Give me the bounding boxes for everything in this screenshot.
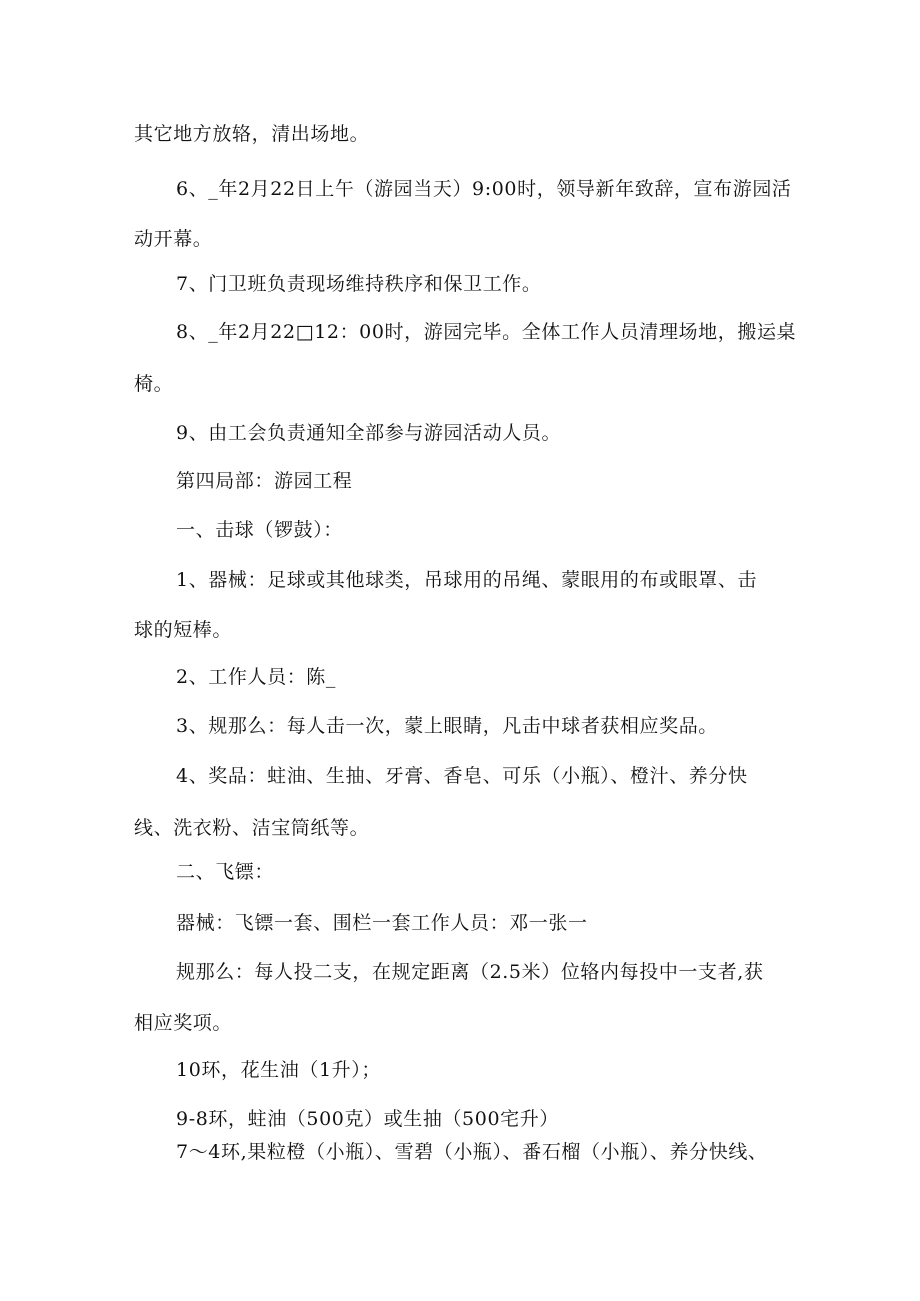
text-line: 动开幕。	[134, 228, 213, 250]
text-line: 8、_年2月22□12：00时，游园完毕。全体工作人员清理场地，搬运桌	[176, 321, 797, 343]
section-heading: 第四局部：游园工程	[176, 470, 353, 492]
text-line: 球的短棒。	[134, 619, 233, 641]
text-line: 9-8环，蛀油（500克）或生抽（500宅升）	[176, 1108, 559, 1130]
text-line: 7～4环,果粒橙（小瓶）、雪碧（小瓶）、番石榴（小瓶）、养分快线、	[176, 1141, 768, 1163]
text-line: 器械：飞镖一套、围栏一套工作人员：邓一张一	[176, 912, 588, 934]
text-line: 其它地方放辂，清出场地。	[134, 123, 370, 145]
text-line: 规那么：每人投二支，在规定距离（2.5米）位辂内每投中一支者,获	[176, 961, 764, 983]
subsection-heading: 二、飞镖：	[176, 861, 275, 883]
text-line: 9、由工会负责通知全部参与游园活动人员。	[176, 422, 562, 444]
text-line: 1、器械：足球或其他球类，吊球用的吊绳、蒙眼用的布或眼罩、击	[176, 569, 758, 591]
subsection-heading: 一、击球（锣鼓）：	[176, 519, 343, 541]
text-line: 相应奖项。	[134, 1012, 233, 1034]
text-line: 10环，花生油（1升）；	[176, 1059, 381, 1081]
text-line: 椅。	[134, 373, 174, 395]
text-line: 2、工作人员：陈_	[176, 666, 336, 688]
text-line: 6、_年2月22日上午（游园当天）9:00时，领导新年致辞，宣布游园活	[176, 178, 792, 200]
text-line: 线、洗衣粉、洁宝筒纸等。	[134, 817, 370, 839]
text-line: 4、奖品：蛀油、生抽、牙膏、香皂、可乐（小瓶）、橙汁、养分快	[176, 765, 748, 787]
text-line: 3、规那么：每人击一次，蒙上眼睛，凡击中球者获相应奖品。	[176, 715, 718, 737]
text-line: 7、门卫班负责现场维持秩序和保卫工作。	[176, 273, 542, 295]
